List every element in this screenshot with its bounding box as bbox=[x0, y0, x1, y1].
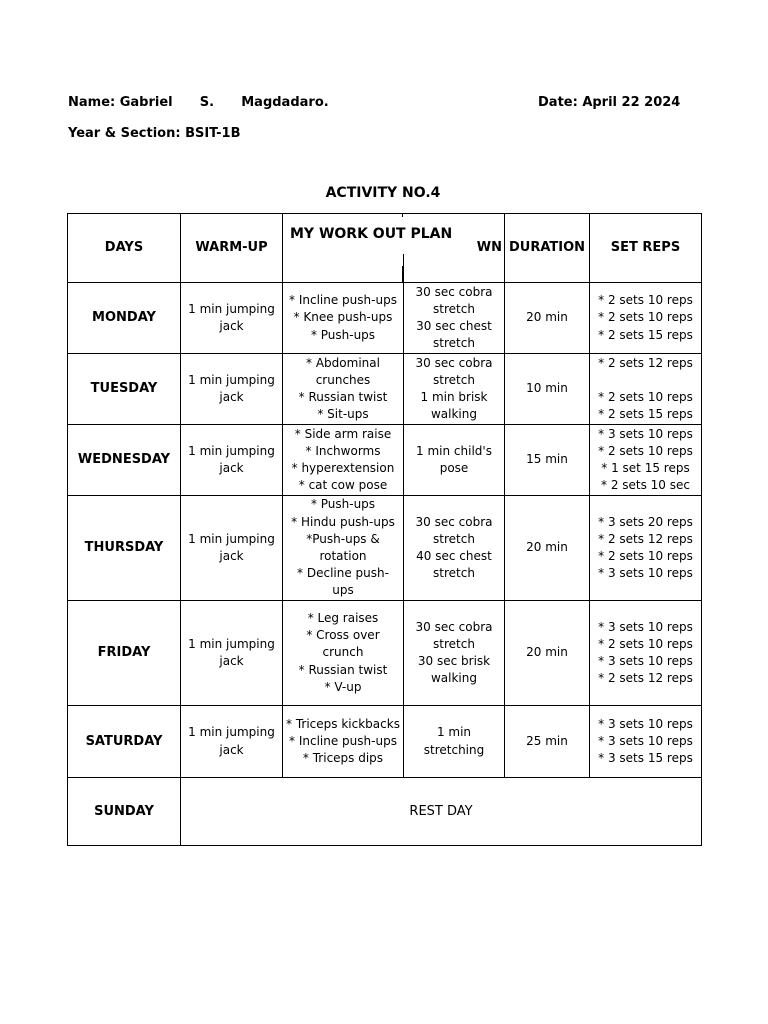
warmup-cell-line: 1 min jumping bbox=[188, 725, 275, 740]
setreps-cell-line: * 2 sets 10 reps bbox=[598, 293, 693, 308]
exercises-cell-line: * Incline push-ups bbox=[289, 293, 397, 308]
activity-title: ACTIVITY NO.4 bbox=[325, 185, 441, 201]
setreps-cell-line: * 3 sets 10 reps bbox=[598, 426, 693, 441]
day-cell: SUNDAY bbox=[68, 778, 181, 846]
setreps-cell-line: * 2 sets 12 reps bbox=[598, 531, 693, 546]
exercises-cell-line: * Side arm raise bbox=[294, 426, 392, 441]
setreps-cell-line: * 2 sets 15 reps bbox=[598, 407, 693, 422]
day-cell: FRIDAY bbox=[68, 601, 181, 706]
setreps-cell-line bbox=[592, 372, 699, 389]
exercises-cell bbox=[283, 601, 404, 706]
exercises-cell-line: ups bbox=[332, 583, 354, 598]
rest-day-cell: REST DAY bbox=[181, 778, 702, 846]
setreps-cell-line: * 2 sets 10 reps bbox=[598, 636, 693, 651]
exercises-cell bbox=[283, 354, 404, 425]
setreps-cell bbox=[590, 354, 702, 425]
duration-cell: 20 min bbox=[505, 283, 590, 354]
warmup-cell-line: 1 min jumping bbox=[188, 636, 275, 651]
warmup-cell-line: 1 min jumping bbox=[188, 372, 275, 387]
exercises-cell-line: * Leg raises bbox=[307, 610, 379, 625]
cooldown-cell-line: stretch bbox=[433, 636, 475, 651]
cooldown-cell bbox=[404, 496, 505, 601]
warmup-cell-line: 1 min jumping bbox=[188, 443, 275, 458]
table-row-friday bbox=[68, 601, 702, 706]
setreps-cell-line: * 2 sets 12 reps bbox=[598, 355, 693, 370]
exercises-cell bbox=[283, 496, 404, 601]
table-row-tuesday bbox=[68, 354, 702, 425]
setreps-cell-line: * 1 set 15 reps bbox=[601, 461, 690, 475]
exercises-cell-line: * Decline push- bbox=[297, 566, 389, 581]
warmup-cell-line: jack bbox=[219, 549, 244, 563]
exercises-cell-line: * hyperextension bbox=[291, 461, 395, 475]
column-header-warmup: WARM-UP bbox=[181, 214, 283, 283]
cooldown-cell-line: stretch bbox=[433, 531, 475, 546]
setreps-cell-line: * 3 sets 10 reps bbox=[598, 619, 693, 634]
cooldown-cell-line: 30 sec cobra bbox=[415, 355, 493, 370]
cooldown-cell-line: 30 sec brisk bbox=[417, 654, 491, 668]
exercises-cell-line: *Push-ups & bbox=[306, 531, 380, 546]
cooldown-cell-line: stretch bbox=[433, 372, 475, 387]
warmup-cell bbox=[181, 601, 283, 706]
setreps-cell-line: * 3 sets 15 reps bbox=[598, 751, 693, 766]
setreps-cell bbox=[590, 601, 702, 706]
day-cell: WEDNESDAY bbox=[68, 425, 181, 496]
warmup-cell bbox=[181, 425, 283, 496]
setreps-cell-line: * 2 sets 15 reps bbox=[598, 327, 693, 342]
exercises-cell-line: * Hindu push-ups bbox=[291, 514, 395, 529]
setreps-cell-line: * 2 sets 10 reps bbox=[598, 310, 693, 325]
setreps-cell-line: * 3 sets 10 reps bbox=[598, 566, 693, 581]
cooldown-cell-line: 30 sec cobra bbox=[415, 514, 493, 529]
exercises-cell-line: * V-up bbox=[324, 679, 362, 694]
overlay-divider-stub bbox=[402, 266, 403, 283]
cooldown-cell bbox=[404, 601, 505, 706]
exercises-cell-line: crunch bbox=[322, 645, 364, 660]
warmup-cell-line: jack bbox=[219, 742, 244, 757]
column-header-cooldown: WN bbox=[404, 214, 505, 283]
exercises-cell-line: * Incline push-ups bbox=[289, 733, 397, 748]
column-header-days: DAYS bbox=[68, 214, 181, 283]
column-header-setreps: SET REPS bbox=[590, 214, 702, 283]
date: Date: April 22 2024 bbox=[538, 95, 681, 110]
exercises-cell-line: * Sit-ups bbox=[317, 407, 369, 422]
cooldown-cell bbox=[404, 706, 505, 778]
cooldown-cell-line: 1 min bbox=[436, 725, 472, 740]
exercises-cell-line: * Abdominal bbox=[306, 355, 380, 370]
setreps-cell bbox=[590, 425, 702, 496]
setreps-cell bbox=[590, 283, 702, 354]
setreps-cell-line: * 2 sets 10 sec bbox=[601, 478, 690, 493]
warmup-cell-line: jack bbox=[219, 390, 244, 404]
exercises-cell-line: * Inchworms bbox=[305, 443, 381, 458]
table-row-thursday bbox=[68, 496, 702, 601]
exercises-cell-line: rotation bbox=[319, 549, 367, 563]
warmup-cell bbox=[181, 496, 283, 601]
exercises-cell-line: * cat cow pose bbox=[298, 478, 388, 493]
setreps-cell-line: * 3 sets 10 reps bbox=[598, 654, 693, 668]
warmup-cell-line: jack bbox=[219, 319, 244, 333]
cooldown-cell-line: 30 sec cobra bbox=[415, 284, 493, 299]
table-row-sunday bbox=[68, 778, 702, 846]
cooldown-cell-line: stretch bbox=[433, 566, 475, 581]
exercises-cell-line: * Triceps dips bbox=[302, 751, 384, 766]
warmup-cell bbox=[181, 283, 283, 354]
duration-cell: 10 min bbox=[505, 354, 590, 425]
warmup-cell bbox=[181, 706, 283, 778]
duration-cell: 25 min bbox=[505, 706, 590, 778]
table-row-monday bbox=[68, 283, 702, 354]
setreps-cell-line: * 2 sets 10 reps bbox=[598, 443, 693, 458]
exercises-cell-line: * Push-ups bbox=[310, 327, 376, 342]
cooldown-cell-line: walking bbox=[430, 407, 477, 422]
warmup-cell bbox=[181, 354, 283, 425]
table-row-wednesday bbox=[68, 425, 702, 496]
setreps-cell bbox=[590, 706, 702, 778]
setreps-cell-line: * 2 sets 12 reps bbox=[598, 671, 693, 686]
cooldown-cell-line: 1 min child's bbox=[416, 443, 492, 458]
warmup-cell-line: jack bbox=[219, 654, 244, 668]
cooldown-cell bbox=[404, 354, 505, 425]
cooldown-cell bbox=[404, 283, 505, 354]
exercises-cell bbox=[283, 425, 404, 496]
exercises-cell bbox=[283, 706, 404, 778]
exercises-cell-line: crunches bbox=[315, 372, 371, 387]
exercises-cell-line: * Cross over bbox=[306, 628, 380, 643]
setreps-cell-line: * 3 sets 20 reps bbox=[598, 514, 693, 529]
cooldown-cell bbox=[404, 425, 505, 496]
cooldown-cell-line: walking bbox=[430, 671, 477, 686]
day-cell: SATURDAY bbox=[68, 706, 181, 778]
day-cell: MONDAY bbox=[68, 283, 181, 354]
column-header-duration: DURATION bbox=[505, 214, 590, 283]
warmup-cell-line: jack bbox=[219, 461, 244, 475]
setreps-cell-line: * 2 sets 10 reps bbox=[598, 549, 693, 563]
exercises-cell-line: * Russian twist bbox=[298, 390, 388, 404]
cooldown-cell-line: stretching bbox=[423, 742, 485, 757]
exercises-cell-line: * Push-ups bbox=[310, 497, 376, 512]
warmup-cell-line: 1 min jumping bbox=[188, 301, 275, 316]
student-name: Name: Gabriel S. Magdadaro. bbox=[68, 95, 329, 110]
cooldown-cell-line: pose bbox=[439, 461, 469, 475]
year-section: Year & Section: BSIT-1B bbox=[68, 126, 241, 141]
exercises-cell-line: * Knee push-ups bbox=[293, 310, 393, 325]
exercises-cell-line: * Russian twist bbox=[298, 662, 388, 677]
warmup-cell-line: 1 min jumping bbox=[188, 531, 275, 546]
setreps-cell-line: * 3 sets 10 reps bbox=[598, 716, 693, 731]
setreps-cell-line: * 2 sets 10 reps bbox=[598, 389, 693, 404]
cooldown-cell-line: 40 sec chest bbox=[416, 549, 492, 563]
workout-plan-table bbox=[67, 213, 702, 846]
exercises-cell-line: * Triceps kickbacks bbox=[286, 716, 400, 731]
overlay-border-tick bbox=[402, 213, 403, 217]
exercises-cell bbox=[283, 283, 404, 354]
cooldown-cell-line: stretch bbox=[433, 336, 475, 351]
setreps-cell bbox=[590, 496, 702, 601]
day-cell: THURSDAY bbox=[68, 496, 181, 601]
setreps-cell-line: * 3 sets 10 reps bbox=[598, 733, 693, 748]
cooldown-cell-line: 30 sec chest bbox=[416, 319, 492, 333]
day-cell: TUESDAY bbox=[68, 354, 181, 425]
duration-cell: 20 min bbox=[505, 601, 590, 706]
cooldown-cell-line: 1 min brisk bbox=[420, 390, 488, 404]
duration-cell: 15 min bbox=[505, 425, 590, 496]
cooldown-cell-line: 30 sec cobra bbox=[415, 619, 493, 634]
workout-plan-title: MY WORK OUT PLAN bbox=[290, 226, 453, 242]
duration-cell: 20 min bbox=[505, 496, 590, 601]
cooldown-cell-line: stretch bbox=[433, 301, 475, 316]
table-row-saturday bbox=[68, 706, 702, 778]
